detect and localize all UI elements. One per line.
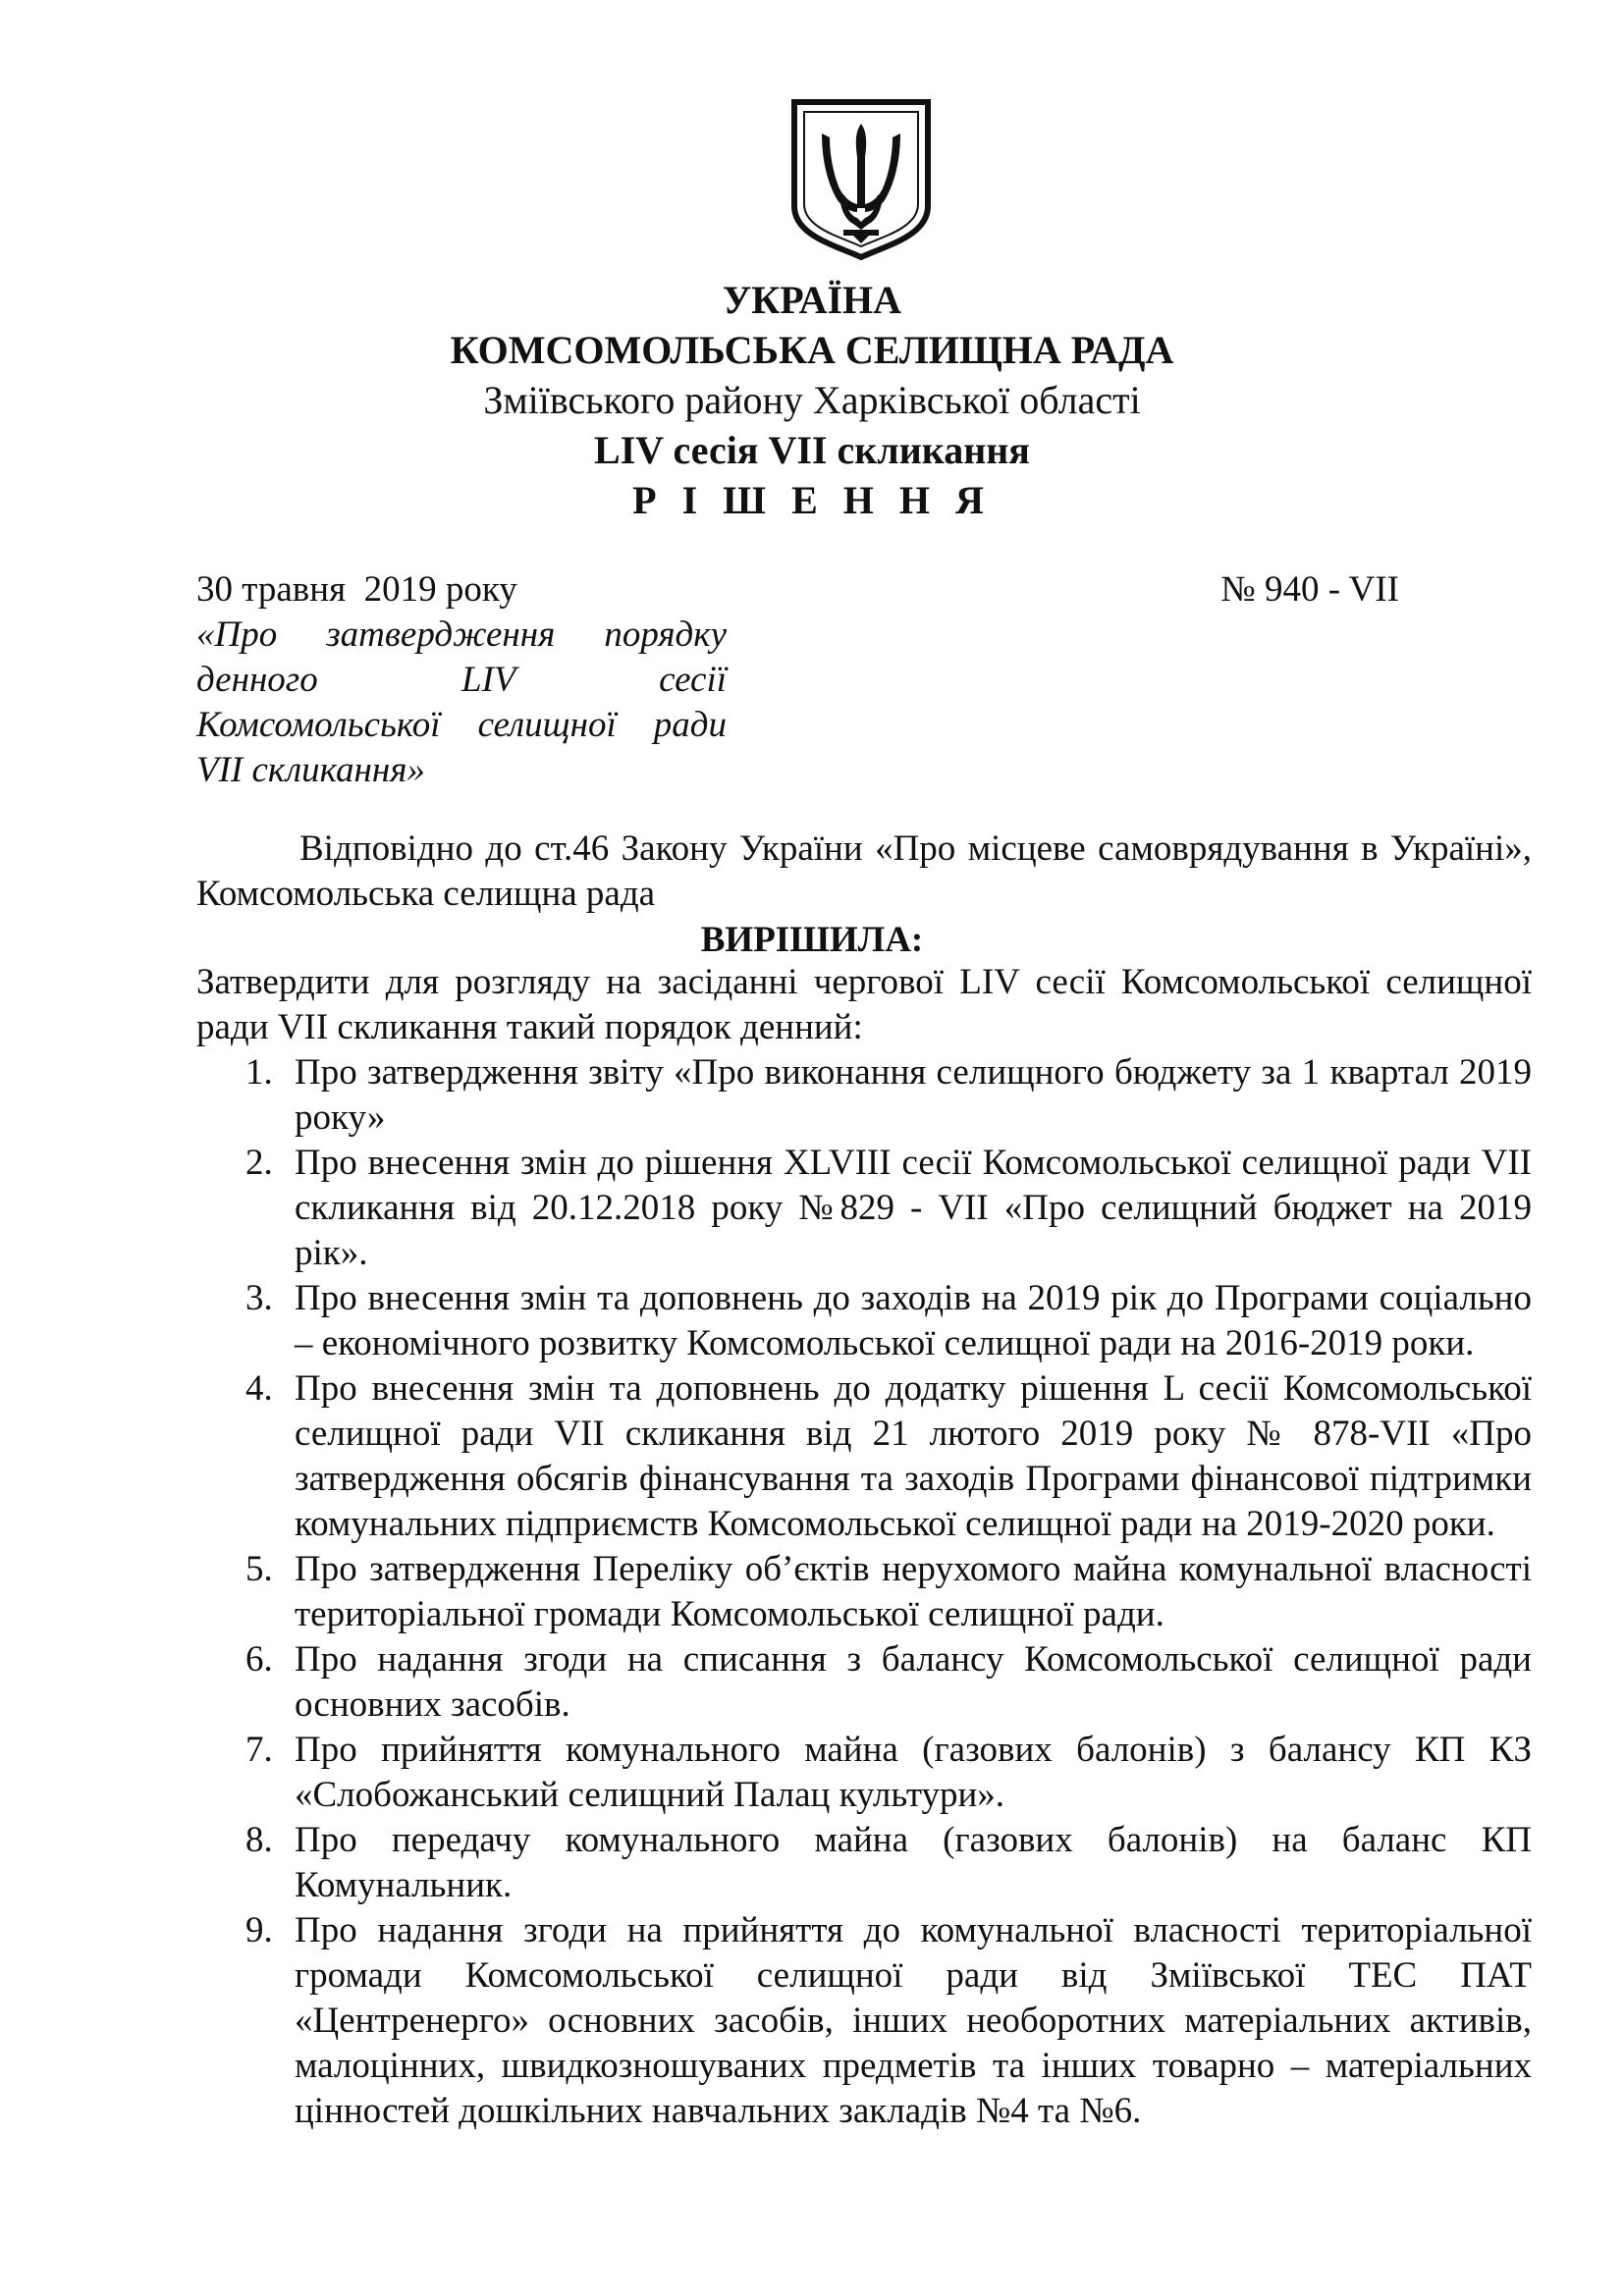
agenda-item-text: Про надання згоди на прийняття до комунальної власності територіальної громади Комсомольської селищної ради від Зміївської ТЕС ПАТ «Центренерго» основних засобів, інших необоротних матеріальних активів, малоцінних, швидкозношуваних предметів та інших товарно – матеріальних цінностей дошкільних навчальних закладів №4 та №6. <box>295 1910 1532 2131</box>
agenda-item-number: 5. <box>245 1549 273 1589</box>
agenda-item-number: 2. <box>245 1143 273 1183</box>
agenda-item <box>245 1818 1532 1908</box>
agenda-item-number: 6. <box>245 1639 273 1680</box>
resolved-heading: ВИРІШИЛА: <box>700 920 924 960</box>
agenda-item-number: 3. <box>245 1278 273 1318</box>
decision-title-line: «Про затвердження порядку <box>196 614 727 655</box>
agenda-item <box>245 1276 1532 1366</box>
agenda-item <box>245 1908 1532 2134</box>
agenda-list <box>245 1050 1532 2134</box>
agenda-item-number: 7. <box>245 1730 273 1770</box>
decision-title <box>196 613 727 793</box>
agenda-item-text: Про внесення змін до рішення XLVIII сесії Комсомольської селищної ради VII скликання від 20.12.2018 року №829 - VII «Про селищний бюджет на 2019 рік». <box>295 1143 1532 1273</box>
agenda-item-text: Про передачу комунального майна (газових балонів) на баланс КП Комунальник. <box>295 1820 1532 1905</box>
agenda-item <box>245 1637 1532 1728</box>
agenda-item-text: Про внесення змін та доповнень до заходів на 2019 рік до Програми соціально – економічного розвитку Комсомольської селищної ради на 2016-2019 роки. <box>295 1278 1532 1363</box>
decision-number: № 940 - VII <box>1220 569 1399 610</box>
agenda-item-number: 4. <box>245 1368 273 1409</box>
document-type-heading: Р І Ш Е Н Н Я <box>632 478 992 522</box>
decision-title-line: Комсомольської селищної ради <box>196 705 727 745</box>
decision-title-line: денного LIV сесії <box>196 660 727 700</box>
agenda-item <box>245 1547 1532 1637</box>
country-heading: УКРАЇНА <box>722 278 902 322</box>
agenda-item-text: Про затвердження звіту «Про виконання селищного бюджету за 1 квартал 2019 року» <box>295 1052 1532 1138</box>
agenda-item <box>245 1728 1532 1818</box>
legal-basis-paragraph: Відповідно до ст.46 Закону України «Про місцеве самоврядування в Україні», Комсомольська селищна рада <box>196 828 1532 914</box>
agenda-item <box>245 1366 1532 1547</box>
session-heading: LIV сесія VII скликання <box>594 428 1030 472</box>
agenda-item <box>245 1050 1532 1141</box>
agenda-item-text: Про прийняття комунального майна (газових балонів) з балансу КП КЗ «Слобожанський селищний Палац культури». <box>295 1730 1532 1815</box>
agenda-item-number: 9. <box>245 1910 273 1950</box>
decision-date: 30 травня 2019 року <box>196 569 517 610</box>
agenda-item-text: Про внесення змін та доповнень до додатку рішення L сесії Комсомольської селищної ради VII скликання від 21 лютого 2019 року № 878-VII «Про затвердження обсягів фінансування та заходів Програми фінансової підтримки комунальних підприємств Комсомольської селищної ради на 2019-2020 роки. <box>295 1368 1532 1544</box>
agenda-item-number: 8. <box>245 1820 273 1860</box>
decision-title-line: VII скликання» <box>196 750 425 790</box>
agenda-item-number: 1. <box>245 1052 273 1093</box>
agenda-item-text: Про затвердження Переліку об’єктів нерухомого майна комунальної власності територіальної громади Комсомольської селищної ради. <box>295 1549 1532 1634</box>
coat-of-arms-icon <box>788 98 934 260</box>
agenda-item-text: Про надання згоди на списання з балансу Комсомольської селищної ради основних засобів. <box>295 1639 1532 1725</box>
resolution-lead-paragraph: Затвердити для розгляду на засіданні чергової LIV сесії Комсомольської селищної ради VII скликання такий порядок денний: <box>196 962 1532 1047</box>
council-heading: КОМСОМОЛЬСЬКА СЕЛИЩНА РАДА <box>450 328 1174 372</box>
region-subheading: Зміївського району Харківської області <box>483 378 1141 422</box>
agenda-item <box>245 1141 1532 1276</box>
